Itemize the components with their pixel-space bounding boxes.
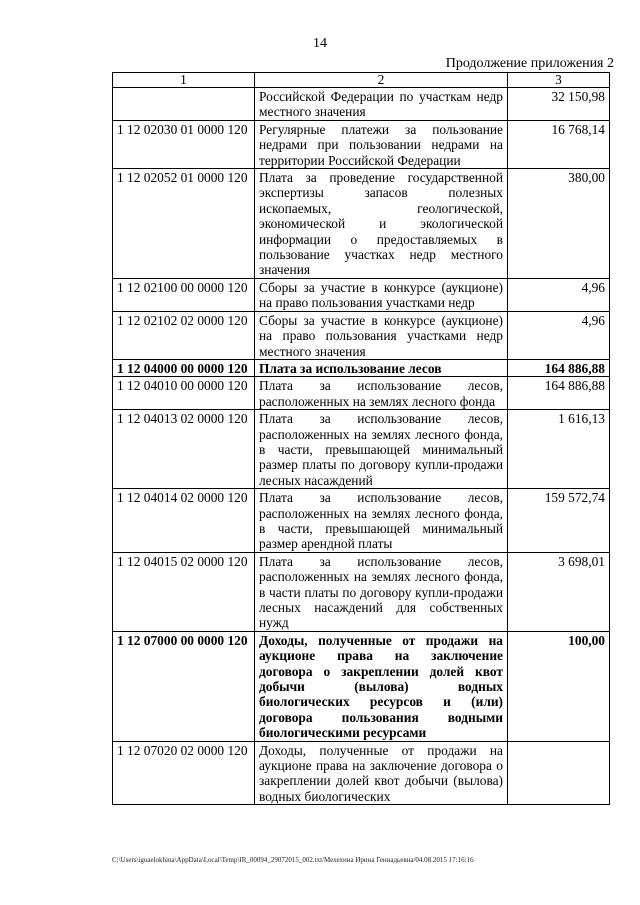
description-cell: Доходы, полученные от продажи на аукционе права на заключение договора о закреплении долей квот добычи (вылова) водных биологических	[255, 741, 508, 805]
description-cell: Сборы за участие в конкурсе (аукционе) на право пользования участками недр	[255, 278, 508, 311]
description-cell: Плата за использование лесов, расположенных на землях лесного фонда, в части, превышающей минимальный размер платы по договору купли-продажи лесных насаждений	[255, 410, 508, 489]
page-number: 14	[313, 36, 327, 51]
column-header-amount: 3	[508, 73, 610, 88]
table-row	[113, 88, 610, 121]
amount-cell: 380,00	[508, 169, 610, 279]
budget-code-cell: 1 12 02102 02 0000 120	[113, 311, 255, 359]
budget-code-cell: 1 12 02100 00 0000 120	[113, 278, 255, 311]
table-row	[113, 741, 610, 805]
description-cell: Российской Федерации по участкам недр местного значения	[255, 88, 508, 121]
budget-code-cell: 1 12 04000 00 0000 120	[113, 359, 255, 376]
amount-cell: 4,96	[508, 278, 610, 311]
budget-code-cell: 1 12 07020 02 0000 120	[113, 741, 255, 805]
budget-code-cell: 1 12 04013 02 0000 120	[113, 410, 255, 489]
amount-cell: 100,00	[508, 631, 610, 741]
table-row	[113, 489, 610, 553]
table-row	[113, 377, 610, 410]
budget-code-cell: 1 12 04010 00 0000 120	[113, 377, 255, 410]
description-cell: Плата за использование лесов, расположенных на землях лесного фонда, в части, превышающей минимальный размер арендной платы	[255, 489, 508, 553]
table-row	[113, 359, 610, 376]
amount-cell: 3 698,01	[508, 552, 610, 631]
table-row	[113, 552, 610, 631]
description-cell: Сборы за участие в конкурсе (аукционе) на право пользования участками недр местного значения	[255, 311, 508, 359]
budget-code-cell: 1 12 02030 01 0000 120	[113, 120, 255, 168]
description-cell: Плата за использование лесов, расположенных на землях лесного фонда, в части платы по договору купли-продажи лесных насаждений для собственных нужд	[255, 552, 508, 631]
budget-code-cell: 1 12 02052 01 0000 120	[113, 169, 255, 279]
table-row	[113, 410, 610, 489]
amount-cell: 4,96	[508, 311, 610, 359]
table-header-row	[113, 73, 610, 88]
budget-code-cell: 1 12 04015 02 0000 120	[113, 552, 255, 631]
table-row	[113, 169, 610, 279]
amount-cell: 159 572,74	[508, 489, 610, 553]
description-cell: Плата за использование лесов, расположенных на землях лесного фонда	[255, 377, 508, 410]
column-header-description: 2	[255, 73, 508, 88]
amount-cell	[508, 741, 610, 805]
column-header-code: 1	[113, 73, 255, 88]
table-row	[113, 278, 610, 311]
table-row	[113, 631, 610, 741]
revenue-table	[112, 72, 610, 805]
budget-code-cell: 1 12 07000 00 0000 120	[113, 631, 255, 741]
budget-code-cell: 1 12 04014 02 0000 120	[113, 489, 255, 553]
amount-cell: 164 886,88	[508, 377, 610, 410]
amount-cell: 32 150,98	[508, 88, 610, 121]
budget-code-cell	[113, 88, 255, 121]
description-cell: Плата за проведение государственной экспертизы запасов полезных ископаемых, геологической, экономической и экологической информации о предоставляемых в пользование участках недр местного значения	[255, 169, 508, 279]
amount-cell: 164 886,88	[508, 359, 610, 376]
amount-cell: 1 616,13	[508, 410, 610, 489]
table-row	[113, 311, 610, 359]
description-cell: Доходы, полученные от продажи на аукционе права на заключение договора о закреплении долей квот добычи (вылова) водных биологических ресурсов и (или) договора пользования водными биологическими ресурсами	[255, 631, 508, 741]
file-path-footer: C:\Users\iguaelokhina\AppData\Local\Temp\IR_00094_29072015_002.txt/Мехехина Ирина Геннадьевна/04.08.2015 17:16:16	[112, 856, 474, 864]
description-cell: Регулярные платежи за пользование недрами при пользовании недрами на территории Российской Федерации	[255, 120, 508, 168]
table-row	[113, 120, 610, 168]
description-cell: Плата за использование лесов	[255, 359, 508, 376]
amount-cell: 16 768,14	[508, 120, 610, 168]
continuation-label: Продолжение приложения 2	[445, 56, 614, 71]
